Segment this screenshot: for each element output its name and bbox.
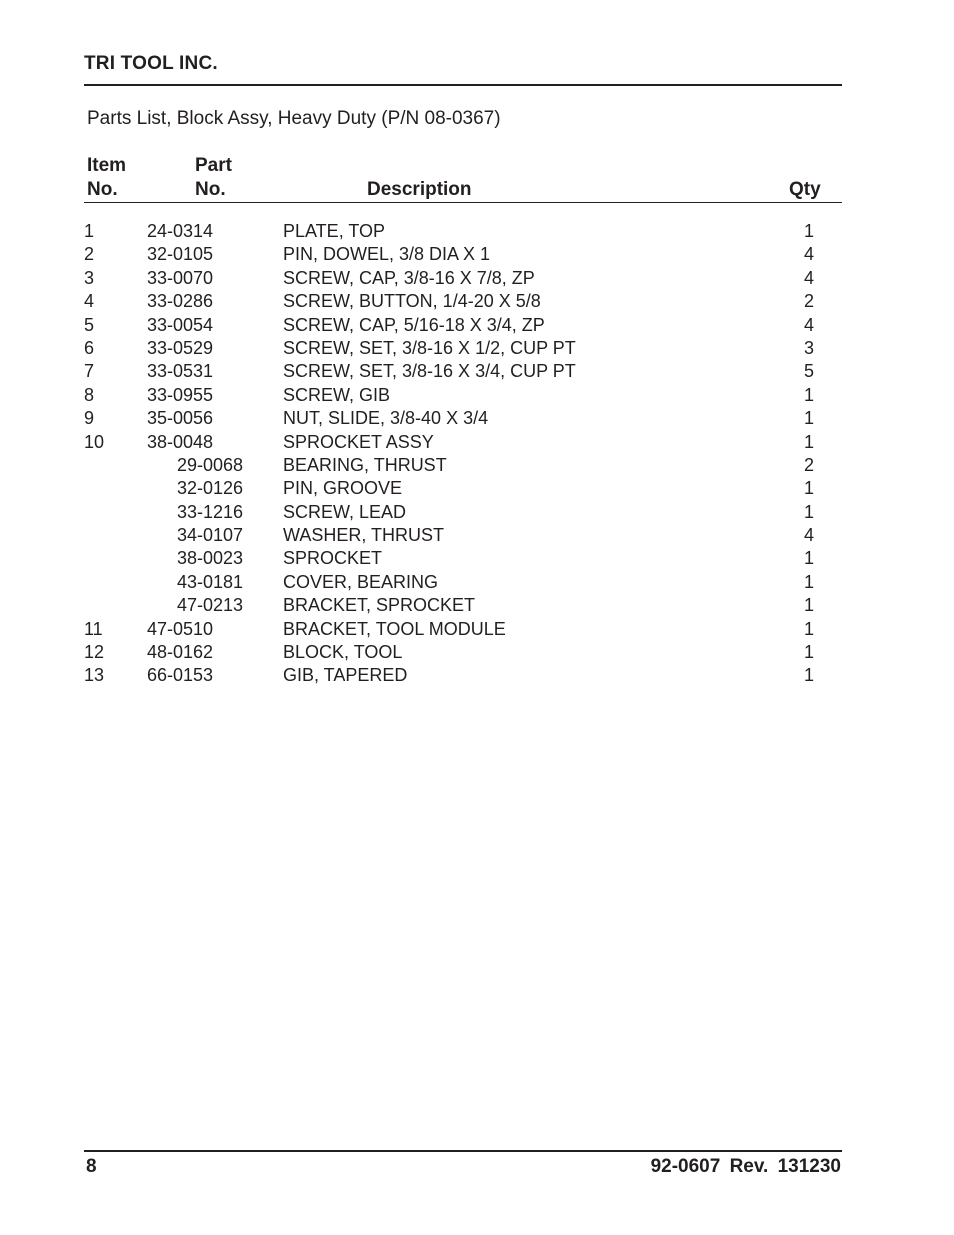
- part-quantity: 1: [803, 478, 814, 499]
- item-number: 12: [84, 642, 105, 663]
- column-header-item: [87, 154, 126, 202]
- part-description: BLOCK, TOOL: [283, 642, 403, 663]
- part-quantity: 4: [803, 244, 814, 265]
- part-quantity: 3: [803, 337, 814, 358]
- item-number: 10: [84, 431, 105, 452]
- part-description: SCREW, SET, 3/8-16 X 1/2, CUP PT: [283, 337, 576, 358]
- table-row: [0, 641, 954, 664]
- part-number: 33-0054: [147, 314, 214, 335]
- table-row: [0, 664, 954, 687]
- table-row: [0, 477, 954, 500]
- part-description: SPROCKET: [283, 548, 383, 569]
- part-description: BRACKET, SPROCKET: [283, 595, 476, 616]
- part-description: SCREW, CAP, 5/16-18 X 3/4, ZP: [283, 314, 545, 335]
- part-number: 43-0181: [177, 571, 244, 592]
- item-number: 1: [84, 221, 95, 241]
- part-quantity: 1: [803, 384, 814, 405]
- part-description: BRACKET, TOOL MODULE: [283, 618, 506, 639]
- part-quantity: 1: [803, 408, 814, 429]
- part-description: PLATE, TOP: [283, 221, 386, 241]
- part-description: SCREW, LEAD: [283, 501, 407, 522]
- table-row: [0, 243, 954, 266]
- part-quantity: 1: [803, 221, 814, 241]
- document-title: Parts List, Block Assy, Heavy Duty (P/N 08-0367): [87, 108, 501, 129]
- part-number: 48-0162: [147, 642, 214, 663]
- part-quantity: 1: [803, 548, 814, 569]
- item-number: 13: [84, 665, 105, 686]
- part-description: WASHER, THRUST: [283, 525, 445, 546]
- part-quantity: 1: [803, 665, 814, 686]
- part-quantity: 1: [803, 618, 814, 639]
- part-number: 33-0529: [147, 337, 214, 358]
- column-header-item-line2: No.: [87, 179, 118, 200]
- part-number: 33-0286: [147, 291, 214, 312]
- table-row: [0, 454, 954, 477]
- table-row: [0, 220, 954, 243]
- document-number: 92-0607 Rev. 131230: [650, 1156, 841, 1177]
- part-quantity: 1: [803, 571, 814, 592]
- part-quantity: 5: [803, 361, 814, 382]
- table-row: [0, 290, 954, 313]
- part-number: 33-0955: [147, 384, 214, 405]
- part-number: 33-0531: [147, 361, 214, 382]
- table-row: [0, 314, 954, 337]
- part-number: 35-0056: [147, 408, 214, 429]
- part-number: 32-0126: [177, 478, 244, 499]
- table-row: [0, 618, 954, 641]
- part-number: 34-0107: [177, 525, 244, 546]
- part-description: COVER, BEARING: [283, 571, 439, 592]
- header-rule: [84, 84, 842, 86]
- page-number: 8: [86, 1156, 97, 1177]
- part-description: PIN, GROOVE: [283, 478, 403, 499]
- item-number: 2: [84, 244, 95, 265]
- part-number: 47-0510: [147, 618, 214, 639]
- item-number: 5: [84, 314, 95, 335]
- part-number: 38-0023: [177, 548, 244, 569]
- part-quantity: 2: [803, 291, 814, 312]
- part-number: 38-0048: [147, 431, 214, 452]
- table-row: [0, 384, 954, 407]
- part-number: 32-0105: [147, 244, 214, 265]
- table-row: [0, 547, 954, 570]
- part-description: SCREW, CAP, 3/8-16 X 7/8, ZP: [283, 267, 535, 288]
- item-number: 7: [84, 361, 95, 382]
- parts-table: [0, 220, 954, 688]
- part-quantity: 4: [803, 525, 814, 546]
- table-row: [0, 407, 954, 430]
- column-header-part: [195, 154, 232, 202]
- part-number: 33-0070: [147, 267, 214, 288]
- footer-rule: [84, 1150, 842, 1152]
- part-quantity: 4: [803, 267, 814, 288]
- table-row: [0, 571, 954, 594]
- part-number: 29-0068: [177, 454, 244, 475]
- part-number: 47-0213: [177, 595, 244, 616]
- part-description: GIB, TAPERED: [283, 665, 408, 686]
- column-header-qty: Qty: [789, 179, 821, 200]
- part-description: SCREW, SET, 3/8-16 X 3/4, CUP PT: [283, 361, 576, 382]
- table-row: [0, 501, 954, 524]
- part-quantity: 1: [803, 501, 814, 522]
- part-number: 24-0314: [147, 221, 214, 241]
- part-quantity: 1: [803, 431, 814, 452]
- part-number: 33-1216: [177, 501, 244, 522]
- company-name: TRI TOOL INC.: [84, 53, 218, 74]
- item-number: 9: [84, 408, 95, 429]
- column-header-description: Description: [367, 179, 472, 200]
- item-number: 4: [84, 291, 95, 312]
- part-description: SPROCKET ASSY: [283, 431, 434, 452]
- table-row: [0, 267, 954, 290]
- table-header-rule: [84, 202, 842, 203]
- column-header-part-line2: No.: [195, 179, 226, 200]
- item-number: 8: [84, 384, 95, 405]
- part-quantity: 4: [803, 314, 814, 335]
- table-row: [0, 524, 954, 547]
- table-row: [0, 337, 954, 360]
- part-description: BEARING, THRUST: [283, 454, 447, 475]
- part-description: PIN, DOWEL, 3/8 DIA X 1: [283, 244, 491, 265]
- table-row: [0, 431, 954, 454]
- item-number: 3: [84, 267, 95, 288]
- part-description: SCREW, GIB: [283, 384, 391, 405]
- table-row: [0, 360, 954, 383]
- part-quantity: 1: [803, 595, 814, 616]
- part-description: SCREW, BUTTON, 1/4-20 X 5/8: [283, 291, 541, 312]
- column-header-item-line1: Item: [87, 155, 127, 176]
- part-number: 66-0153: [147, 665, 214, 686]
- item-number: 11: [84, 618, 103, 639]
- part-description: NUT, SLIDE, 3/8-40 X 3/4: [283, 408, 489, 429]
- item-number: 6: [84, 337, 95, 358]
- part-quantity: 1: [803, 642, 814, 663]
- part-quantity: 2: [803, 454, 814, 475]
- column-header-part-line1: Part: [195, 155, 232, 176]
- table-row: [0, 594, 954, 617]
